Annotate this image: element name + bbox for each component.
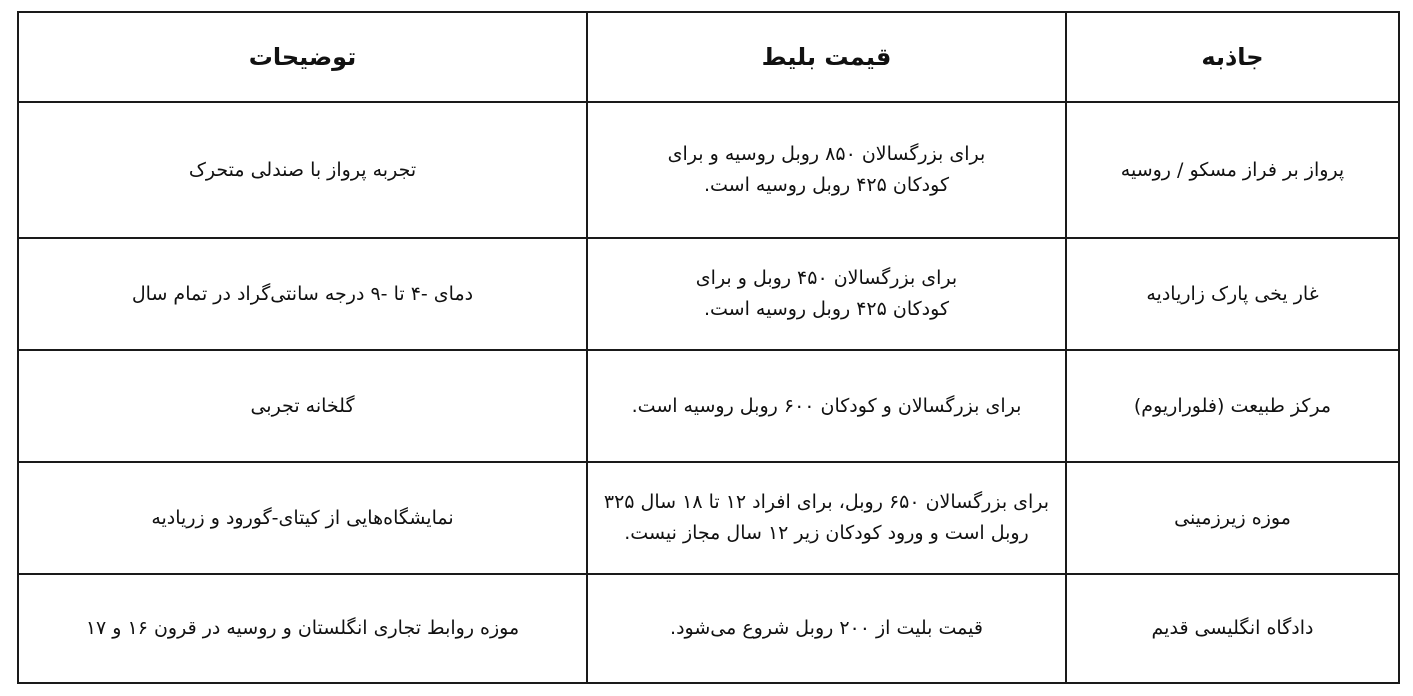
table-header-row: [18, 12, 1399, 102]
price-line: کودکان ۴۲۵ روبل روسیه است.: [703, 174, 949, 196]
description-cell: گلخانه تجربی: [18, 350, 587, 462]
price-cell: [587, 102, 1066, 238]
attraction-cell: پرواز بر فراز مسکو / روسیه: [1066, 102, 1399, 238]
price-line: قیمت بلیت از ۲۰۰ روبل شروع می‌شود.: [670, 617, 983, 639]
description-cell: دمای -۴ تا -۹ درجه سانتی‌گراد در تمام سال: [18, 238, 587, 350]
attractions-table: [17, 11, 1400, 684]
attraction-cell: غار یخی پارک زاریادیه: [1066, 238, 1399, 350]
table-row: [18, 238, 1399, 350]
description-cell: موزه روابط تجاری انگلستان و روسیه در قرون ۱۶ و ۱۷: [18, 574, 587, 683]
description-cell: نمایشگاه‌هایی از کیتای-گورود و زریادیه: [18, 462, 587, 574]
price-cell: [587, 574, 1066, 683]
price-line: برای بزرگسالان ۸۵۰ روبل روسیه و برای: [667, 143, 986, 165]
table-row: [18, 574, 1399, 683]
table-row: [18, 350, 1399, 462]
attractions-table-container: [17, 11, 1398, 682]
price-line: برای بزرگسالان ۴۵۰ روبل و برای: [695, 267, 958, 289]
price-cell: [587, 350, 1066, 462]
attraction-cell: موزه زیرزمینی: [1066, 462, 1399, 574]
price-line: برای بزرگسالان و کودکان ۶۰۰ روبل روسیه است.: [631, 394, 1022, 417]
price-cell: [587, 238, 1066, 350]
price-line: برای بزرگسالان ۶۵۰ روبل، برای افراد ۱۲ تا ۱۸ سال ۳۲۵: [603, 491, 1050, 513]
price-line: کودکان ۴۲۵ روبل روسیه است.: [703, 298, 949, 320]
description-cell: تجربه پرواز با صندلی متحرک: [18, 102, 587, 238]
header-description: توضیحات: [18, 12, 587, 102]
table-row: [18, 462, 1399, 574]
attraction-cell: مرکز طبیعت (فلوراریوم): [1066, 350, 1399, 462]
price-line: روبل است و ورود کودکان زیر ۱۲ سال مجاز نیست.: [624, 522, 1029, 544]
price-cell: [587, 462, 1066, 574]
header-attraction: جاذبه: [1066, 12, 1399, 102]
table-row: [18, 102, 1399, 238]
attraction-cell: دادگاه انگلیسی قدیم: [1066, 574, 1399, 683]
header-price: قیمت بلیط: [587, 12, 1066, 102]
